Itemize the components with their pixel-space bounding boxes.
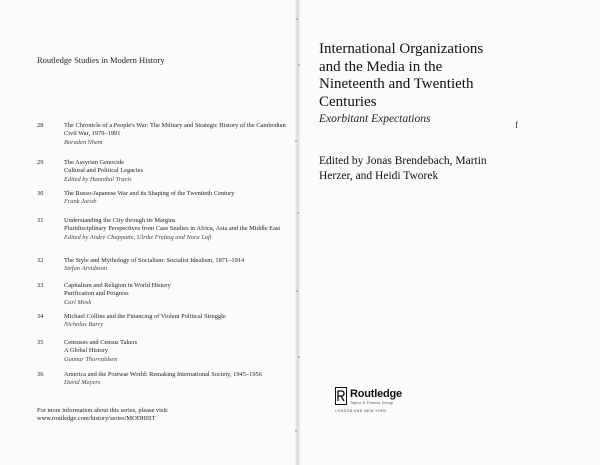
book-number: 36 bbox=[37, 371, 44, 378]
book-editor: Edited by André Chappatte, Ulrike Freitag and Nora Lafi bbox=[64, 233, 212, 241]
book-title: Michael Collins and the Financing of Violent Political Struggle bbox=[64, 313, 226, 320]
book-number: 28 bbox=[37, 122, 44, 129]
book-number: 35 bbox=[37, 339, 44, 346]
publisher-name: Routledge bbox=[350, 388, 402, 400]
book-title: Understanding the City through its Margins bbox=[64, 217, 176, 224]
book-number: 29 bbox=[37, 159, 44, 166]
series-title: Routledge Studies in Modern History bbox=[37, 55, 165, 65]
book-subtitle: Purification and Progress bbox=[64, 290, 129, 298]
title-line: and the Media in the bbox=[319, 58, 443, 75]
editors-line: Herzer, and Heidi Tworek bbox=[319, 170, 439, 182]
routledge-r-logo-icon bbox=[335, 387, 347, 405]
book-title: The Style and Mythology of Socialism: Socialist Idealism, 1871–1914 bbox=[64, 257, 245, 264]
book-author: Boraden Nhem bbox=[64, 138, 103, 146]
book-editor: Edited by Hannibal Travis bbox=[64, 175, 132, 183]
series-book-item bbox=[37, 313, 287, 339]
book-number: 34 bbox=[37, 313, 44, 320]
series-book-item bbox=[37, 257, 287, 282]
book-title: Capitalism and Religion in World History bbox=[64, 282, 171, 289]
series-book-list bbox=[37, 122, 287, 403]
scan-speck bbox=[295, 430, 297, 432]
book-title: America and the Postwar World: Remaking International Society, 1945–1956 bbox=[64, 371, 262, 378]
series-book-item bbox=[37, 371, 287, 403]
book-title: The Russo-Japanese War and its Shaping of the Twentieth Century bbox=[64, 190, 235, 197]
scan-speck bbox=[296, 290, 298, 292]
series-book-item bbox=[37, 282, 287, 313]
series-book-item bbox=[37, 217, 287, 257]
book-author: Nicholas Barry bbox=[64, 321, 104, 329]
book-subtitle: Cultural and Political Legacies bbox=[64, 167, 143, 175]
book-author: Carl Mosk bbox=[64, 298, 92, 306]
book-author: Gunnar Thorvaldsen bbox=[64, 355, 118, 363]
book-subtitle: Pluridisciplinary Perspectives from Case Studies in Africa, Asia and the Middle East bbox=[64, 225, 281, 233]
book-title: The Chronicle of a People's War: The Military and Strategic History of the Cambodian Civil War, 1979–1991 bbox=[64, 122, 286, 138]
book-number: 33 bbox=[37, 282, 44, 289]
series-book-item bbox=[37, 190, 287, 217]
editors-line: Edited by Jonas Brendebach, Martin bbox=[319, 155, 487, 167]
book-number: 32 bbox=[37, 257, 44, 264]
book-subtitle: A Global History bbox=[64, 347, 109, 355]
scan-speck bbox=[298, 64, 300, 66]
book-subtitle-main: Exorbitant Expectations bbox=[319, 113, 431, 125]
book-main-title bbox=[319, 41, 559, 111]
book-number: 30 bbox=[37, 190, 44, 197]
stray-mark: f bbox=[515, 120, 518, 130]
scan-speck bbox=[295, 140, 297, 142]
publisher-cities: LONDON AND NEW YORK bbox=[335, 409, 387, 413]
book-author: Frank Jacob bbox=[64, 198, 97, 206]
book-title: Censuses and Census Takers bbox=[64, 339, 138, 346]
series-info-note: For more information about this series, please visit: www.routledge.com/history/series/MODHIST bbox=[37, 407, 169, 423]
book-gutter bbox=[294, 0, 300, 465]
book-author: Stefan Arvidsson bbox=[64, 265, 108, 273]
series-book-item bbox=[37, 122, 287, 159]
title-line: International Organizations bbox=[319, 41, 484, 57]
title-line: Centuries bbox=[319, 93, 377, 110]
book-editors bbox=[319, 154, 559, 184]
book-title: The Assyrian Genocide bbox=[64, 159, 124, 166]
book-author: David Mayers bbox=[64, 379, 101, 387]
book-number: 31 bbox=[37, 217, 44, 224]
title-line: Nineteenth and Twentieth bbox=[319, 76, 474, 92]
scan-speck bbox=[297, 212, 299, 214]
series-book-item bbox=[37, 339, 287, 371]
publisher-tagline: Taylor & Francis Group bbox=[350, 401, 394, 405]
scan-speck bbox=[298, 356, 300, 358]
series-book-item bbox=[37, 159, 287, 190]
scan-speck bbox=[296, 18, 298, 20]
